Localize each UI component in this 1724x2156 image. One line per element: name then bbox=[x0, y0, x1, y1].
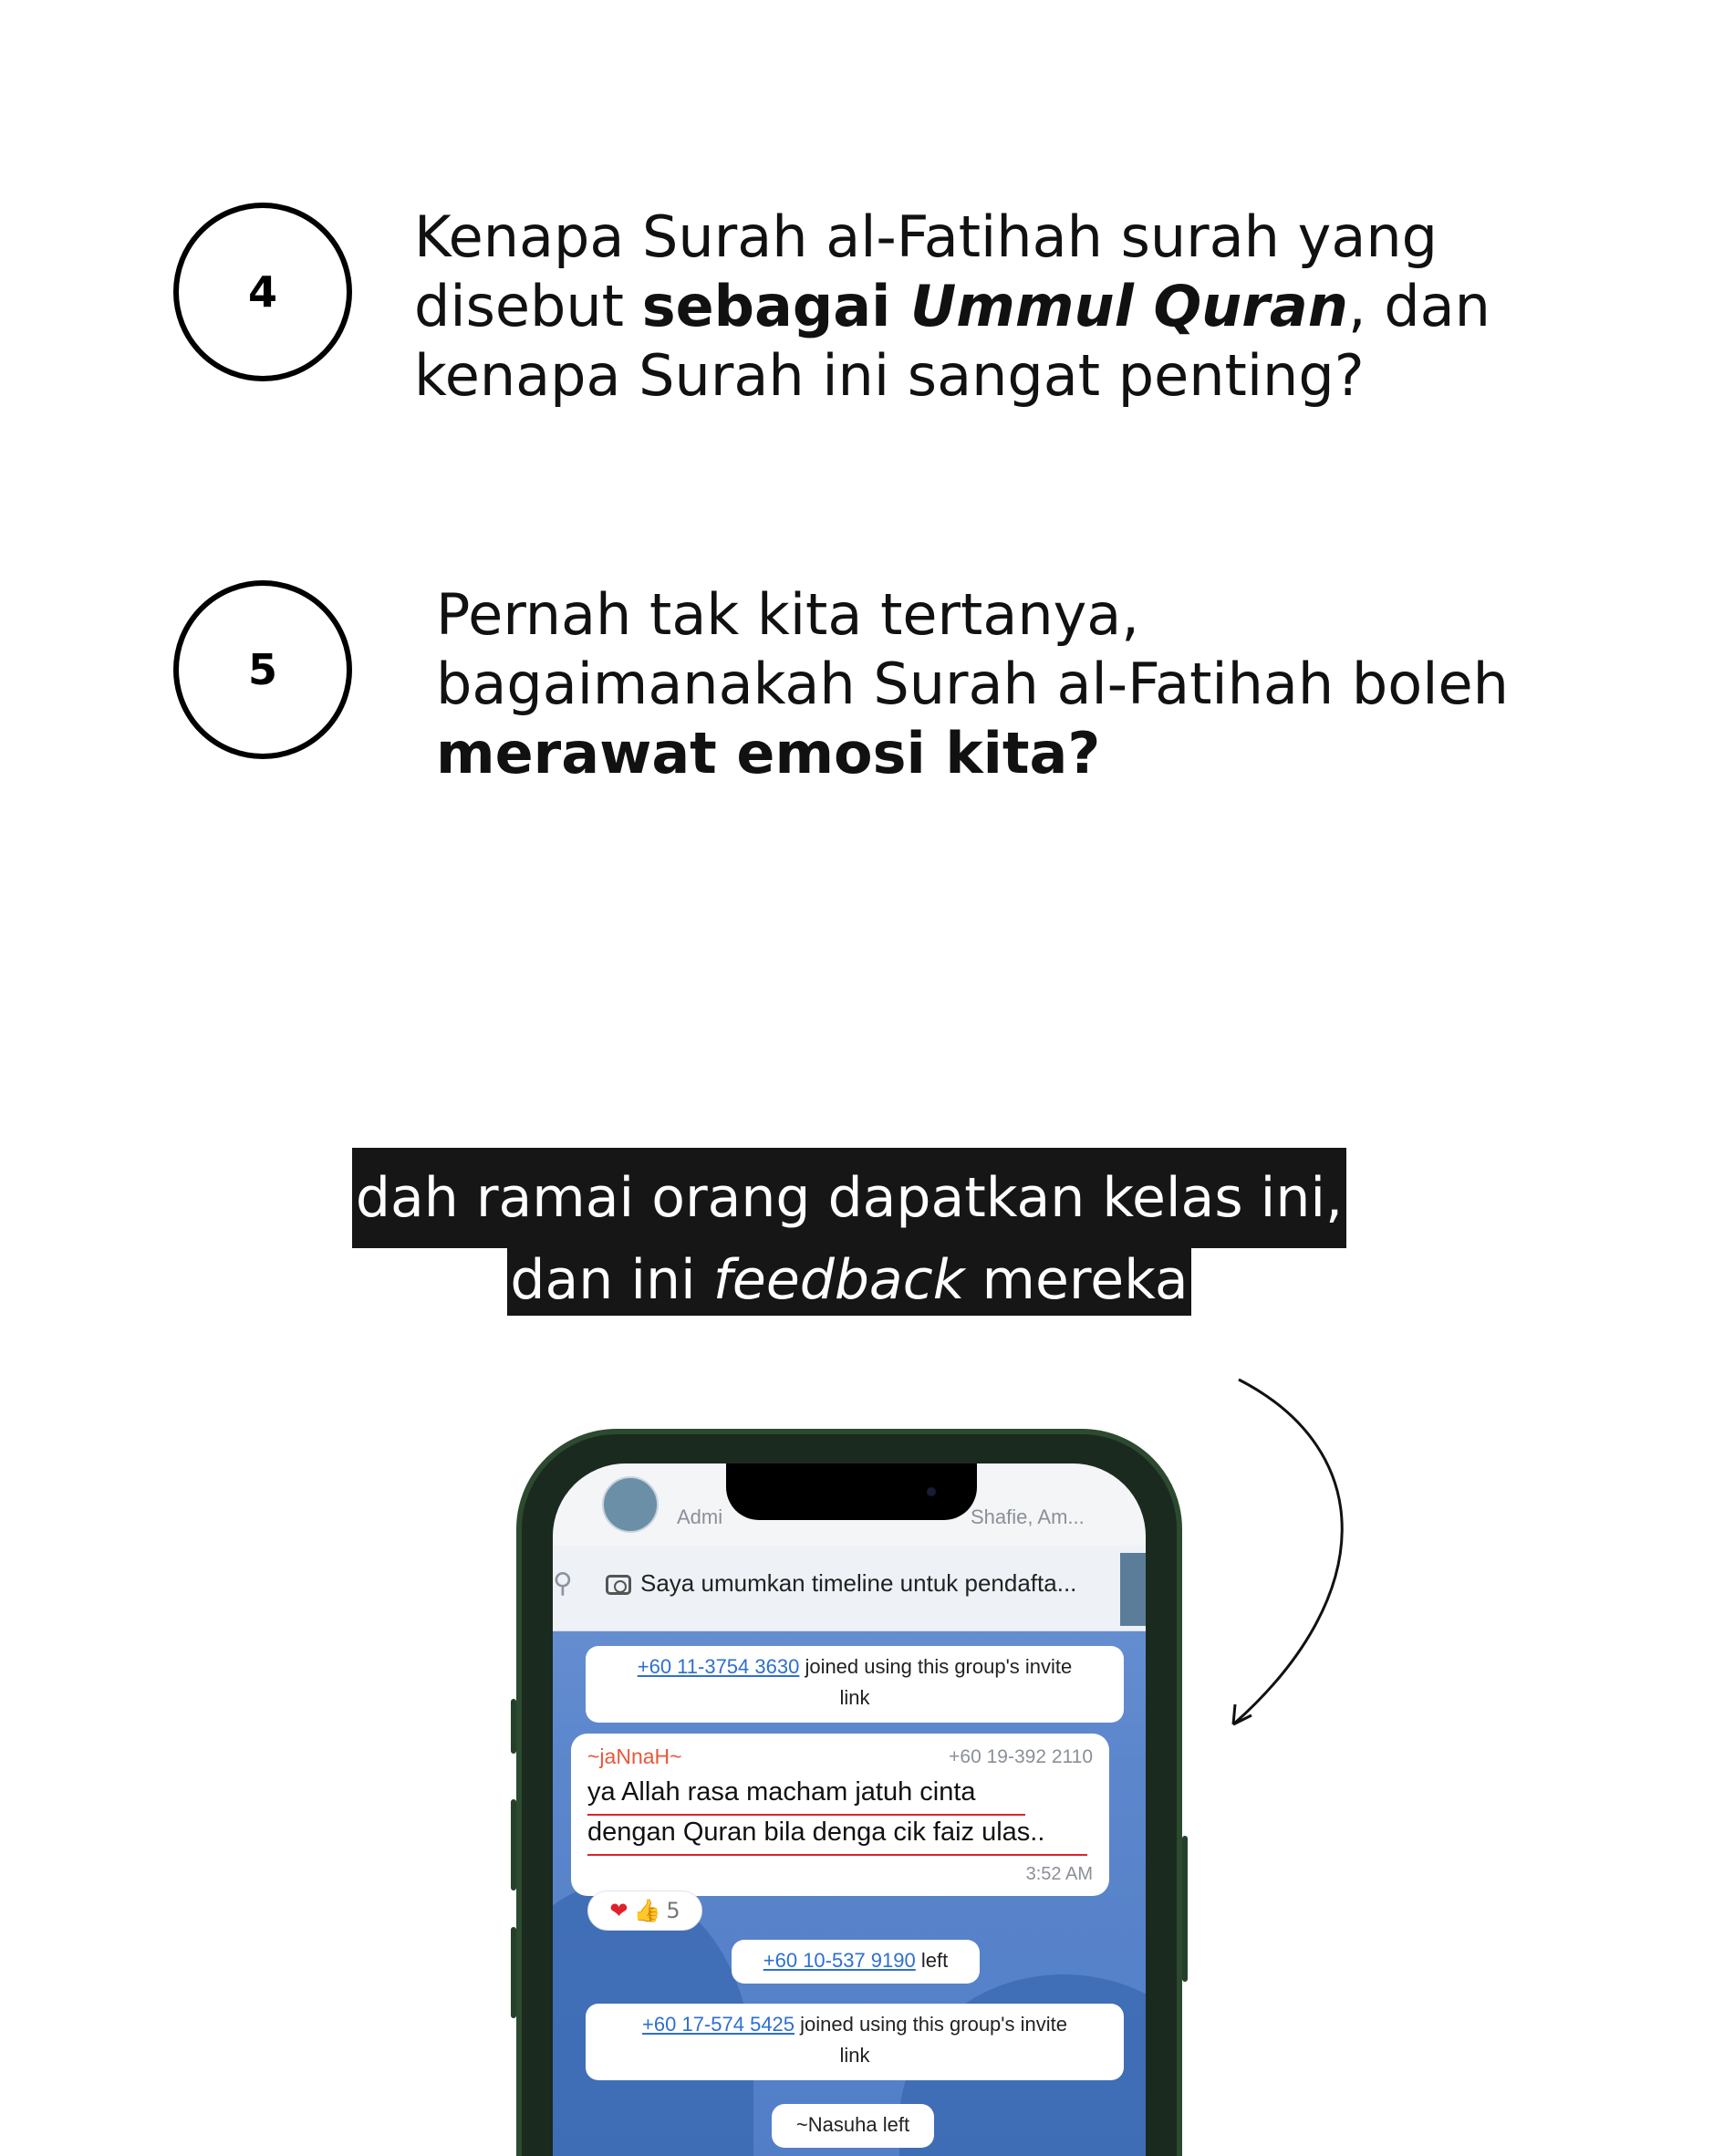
system-message-left-2 bbox=[772, 2104, 934, 2148]
red-underline-1 bbox=[587, 1814, 1025, 1816]
banner-line2-pre: dan ini bbox=[510, 1248, 713, 1312]
question-4-line2 bbox=[414, 272, 1490, 341]
camera-icon bbox=[606, 1575, 631, 1595]
message-line-1: ya Allah rasa macham jatuh cinta bbox=[587, 1777, 976, 1807]
question-5-line3 bbox=[436, 719, 1509, 788]
number-5: 5 bbox=[247, 645, 277, 694]
phone-link-1[interactable]: +60 11-3754 3630 bbox=[637, 1655, 800, 1678]
question-4 bbox=[414, 203, 1490, 411]
phone-frame bbox=[516, 1429, 1182, 2156]
header-subtitle-right: Shafie, Am... bbox=[971, 1505, 1085, 1528]
q4-bold-italic: Ummul Quran bbox=[909, 273, 1348, 339]
red-underline-2 bbox=[587, 1854, 1087, 1856]
message-time: 3:52 AM bbox=[1025, 1864, 1093, 1884]
q4-post: , dan bbox=[1347, 273, 1490, 339]
system-text-3b: link bbox=[839, 2044, 870, 2067]
reaction-count: 5 bbox=[666, 1898, 680, 1923]
curved-arrow-icon bbox=[1222, 1369, 1368, 1734]
number-4: 4 bbox=[247, 267, 277, 317]
banner-line2 bbox=[507, 1246, 1191, 1316]
message-line-2: dengan Quran bila denga cik faiz ulas.. bbox=[587, 1817, 1045, 1847]
banner-line1-text: dah ramai orang dapatkan kelas ini, bbox=[355, 1166, 1344, 1230]
pinned-text: Saya umumkan timeline untuk pendafta... bbox=[640, 1569, 1077, 1597]
system-message-left-1 bbox=[732, 1940, 980, 1984]
system-text-3: joined using this group's invite bbox=[794, 2013, 1067, 2036]
heart-icon: ❤ bbox=[609, 1898, 628, 1923]
question-5-line2: bagaimanakah Surah al-Fatihah boleh bbox=[436, 651, 1509, 717]
pinned-message-bar[interactable] bbox=[553, 1546, 1146, 1631]
q4-bold: sebagai bbox=[641, 273, 910, 339]
question-5 bbox=[436, 580, 1509, 788]
question-4-line1: Kenapa Surah al-Fatihah surah yang bbox=[414, 203, 1438, 270]
chat-message[interactable] bbox=[571, 1734, 1109, 1896]
message-reactions[interactable] bbox=[587, 1890, 702, 1931]
phone-side-button-right bbox=[1182, 1836, 1188, 1982]
thumbs-up-icon: 👍 bbox=[633, 1898, 661, 1923]
group-avatar[interactable] bbox=[602, 1476, 659, 1533]
system-message-join-1 bbox=[586, 1646, 1124, 1723]
system-text-4: ~Nasuha left bbox=[795, 2113, 910, 2136]
pinned-thumbnail bbox=[1120, 1553, 1146, 1626]
q4-pre: disebut bbox=[414, 273, 642, 339]
number-circle-5 bbox=[173, 580, 352, 759]
system-message-join-2 bbox=[586, 2004, 1124, 2080]
question-5-line1: Pernah tak kita tertanya, bbox=[436, 581, 1140, 648]
message-phone: +60 19-392 2110 bbox=[949, 1746, 1093, 1767]
phone-side-button-left-3 bbox=[511, 1927, 516, 2018]
banner-line2-post: mereka bbox=[964, 1248, 1189, 1312]
phone-link-2[interactable]: +60 10-537 9190 bbox=[763, 1949, 916, 1972]
camera-dot-icon bbox=[927, 1487, 936, 1496]
banner-line1 bbox=[352, 1148, 1346, 1248]
number-circle-4 bbox=[173, 203, 352, 381]
header-subtitle-left: Admi bbox=[677, 1505, 723, 1528]
banner-line2-italic: feedback bbox=[712, 1248, 965, 1312]
system-text-1b: link bbox=[839, 1686, 870, 1709]
system-text-1: joined using this group's invite bbox=[799, 1655, 1073, 1678]
phone-side-button-left-2 bbox=[511, 1799, 516, 1890]
pin-icon: ⚲ bbox=[553, 1568, 573, 1599]
message-sender[interactable]: ~jaNnaH~ bbox=[587, 1745, 682, 1768]
q5-bold: merawat emosi kita? bbox=[436, 720, 1101, 786]
question-4-line3: kenapa Surah ini sangat penting? bbox=[414, 342, 1365, 409]
phone-notch bbox=[726, 1463, 977, 1520]
phone-screen bbox=[553, 1463, 1146, 2156]
phone-link-3[interactable]: +60 17-574 5425 bbox=[642, 2013, 795, 2036]
system-text-2: left bbox=[915, 1949, 949, 1972]
phone-side-button-left-1 bbox=[511, 1699, 516, 1754]
